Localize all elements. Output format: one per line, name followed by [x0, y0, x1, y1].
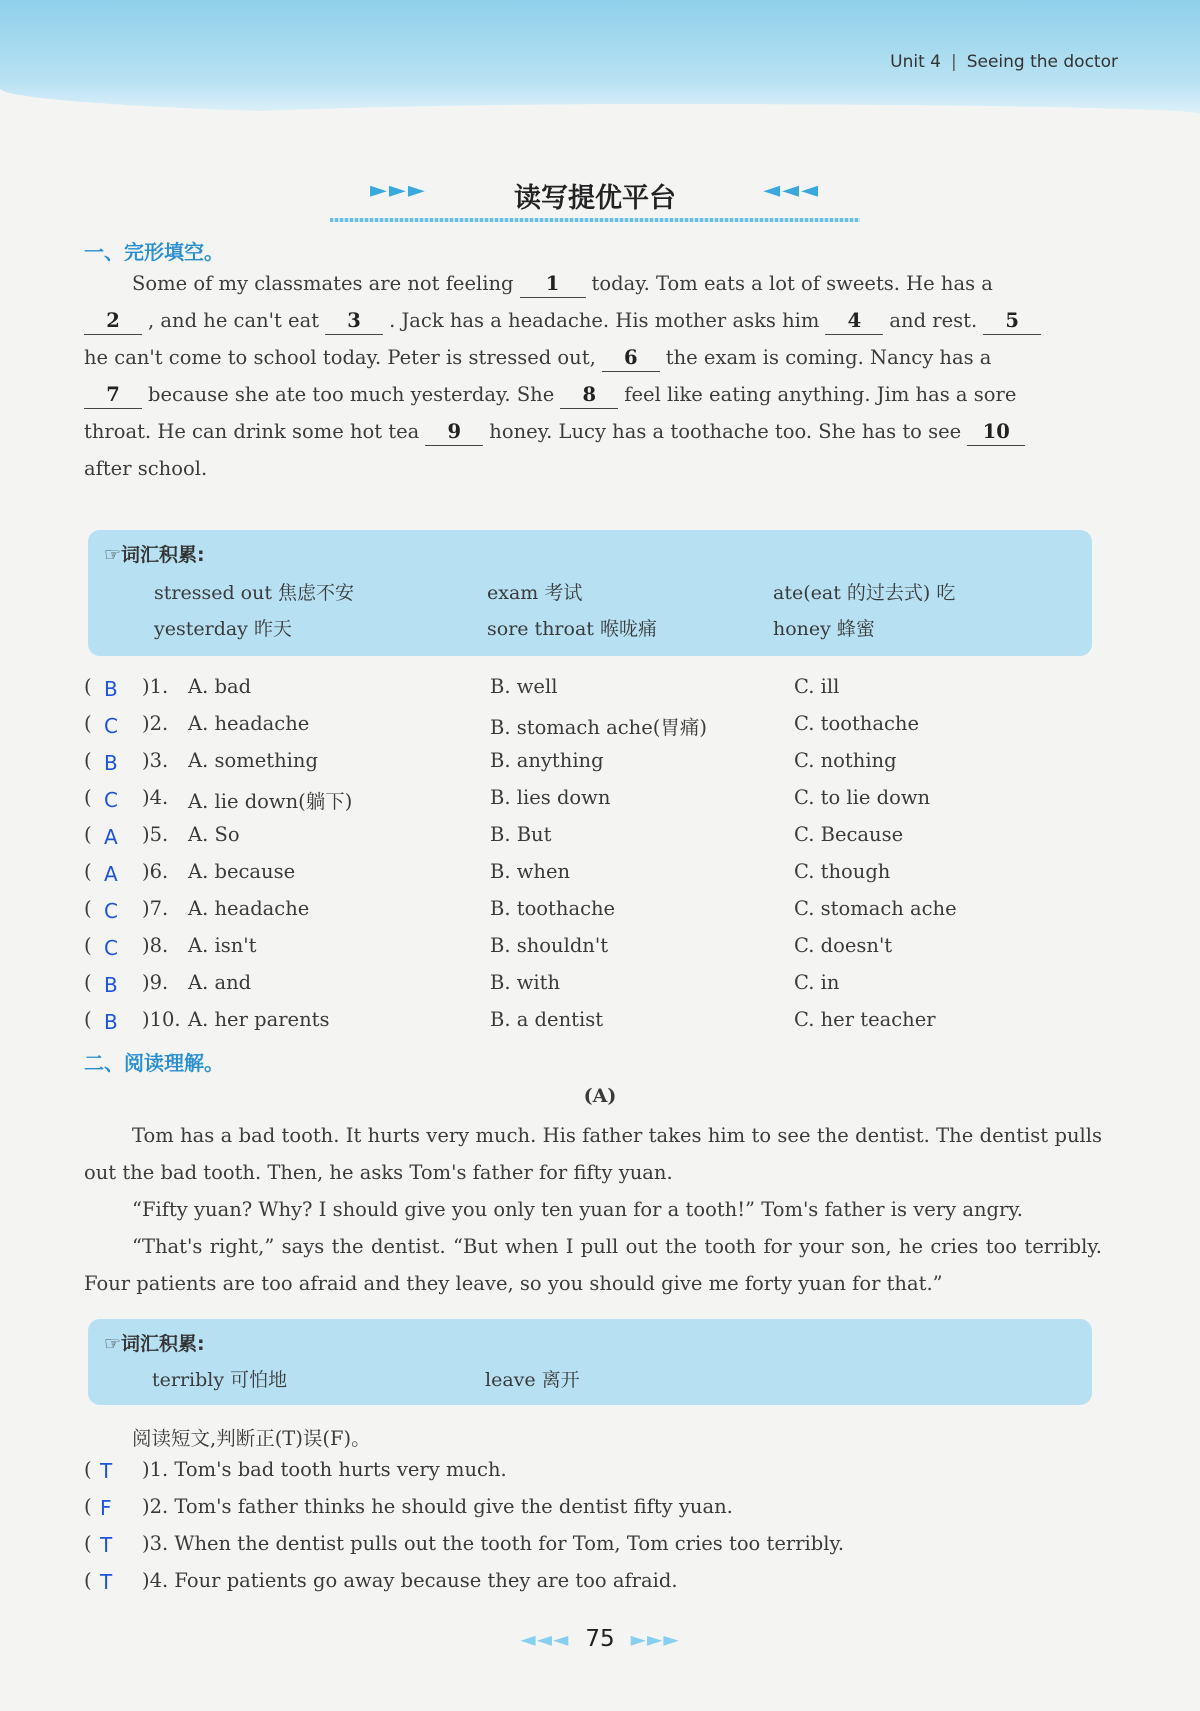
blank-8[interactable]: 8: [560, 382, 618, 409]
answer-mark[interactable]: B: [104, 677, 118, 701]
question-row: ( C )4. A. lie down(躺下) B. lies down C. to lie down: [84, 786, 931, 813]
question-row: ( C )8. A. isn't B. shouldn't C. doesn't: [84, 934, 893, 960]
option-a[interactable]: A. bad: [188, 675, 252, 698]
option-c[interactable]: C. though: [794, 860, 891, 883]
reading-heading: 二、阅读理解。: [84, 1051, 224, 1075]
answer-mark[interactable]: B: [104, 751, 118, 775]
option-a[interactable]: A. lie down(躺下): [188, 790, 353, 813]
answer-mark[interactable]: B: [104, 1010, 118, 1034]
cloze-line: he can't come to school today. Peter is stressed out, 6 the exam is coming. Nancy has a: [84, 339, 1102, 376]
tf-row: ( T )1. Tom's bad tooth hurts very much.: [84, 1458, 507, 1483]
vocab-title: ☞词汇积累:: [104, 1333, 205, 1355]
vocab-item: sore throat 喉咙痛: [487, 618, 657, 640]
page-number: 75: [585, 1626, 615, 1652]
question-row: ( A )6. A. because B. when C. though: [84, 860, 891, 886]
blank-6[interactable]: 6: [602, 345, 660, 372]
option-c[interactable]: C. ill: [794, 675, 840, 698]
option-c[interactable]: C. doesn't: [794, 934, 893, 957]
vocab-title: ☞词汇积累:: [104, 544, 205, 566]
tf-instruction: 阅读短文,判断正(T)误(F)。: [132, 1427, 371, 1450]
vocab-item: terribly 可怕地: [152, 1369, 288, 1391]
unit-header: Unit 4 | Seeing the doctor: [890, 52, 1118, 72]
blank-4[interactable]: 4: [825, 308, 883, 335]
cloze-line: throat. He can drink some hot tea 9 honey. Lucy has a toothache too. She has to see 10: [84, 413, 1102, 450]
answer-mark[interactable]: C: [104, 788, 118, 812]
reading-paragraph: “That's right,” says the dentist. “But when I pull out the tooth for your son, he cries too terribly. Four patients are too afraid and they leave, so you should give me forty yuan for that.”: [84, 1235, 1102, 1295]
option-a[interactable]: A. isn't: [188, 934, 257, 957]
reading-paragraph: “Fifty yuan? Why? I should give you only ten yuan for a tooth!” Tom's father is very angry.: [132, 1198, 1023, 1221]
option-b[interactable]: B. shouldn't: [490, 934, 609, 957]
answer-mark[interactable]: B: [104, 973, 118, 997]
cloze-line: after school.: [84, 457, 208, 480]
blank-2[interactable]: 2: [84, 308, 142, 335]
answer-mark[interactable]: T: [100, 1533, 113, 1557]
answer-mark[interactable]: T: [100, 1570, 113, 1594]
question-row: ( B )9. A. and B. with C. in: [84, 971, 840, 997]
passage-label: (A): [583, 1085, 617, 1107]
blank-10[interactable]: 10: [967, 419, 1025, 446]
vocab-item: ate(eat 的过去式) 吃: [773, 582, 956, 604]
unit-number: Unit 4: [890, 52, 941, 72]
right-arrows-icon: ►►►: [370, 178, 427, 203]
vocab-item: stressed out 焦虑不安: [154, 582, 355, 604]
option-c[interactable]: C. to lie down: [794, 786, 931, 809]
pointing-hand-icon: ☞: [104, 544, 122, 566]
right-arrows-icon: ►►►: [630, 1627, 680, 1651]
blank-9[interactable]: 9: [425, 419, 483, 446]
tf-row: ( F )2. Tom's father thinks he should give the dentist fifty yuan.: [84, 1495, 733, 1520]
cloze-heading: 一、完形填空。: [84, 240, 224, 264]
answer-mark[interactable]: C: [104, 936, 118, 960]
blank-7[interactable]: 7: [84, 382, 142, 409]
option-b[interactable]: B. lies down: [490, 786, 611, 809]
option-c[interactable]: C. in: [794, 971, 840, 994]
vocab-item: exam 考试: [487, 582, 583, 604]
tf-row: ( T )3. When the dentist pulls out the tooth for Tom, Tom cries too terribly.: [84, 1532, 845, 1557]
blank-5[interactable]: 5: [983, 308, 1041, 335]
cloze-line: 2 , and he can't eat 3 . Jack has a headache. His mother asks him 4 and rest. 5: [84, 302, 1102, 339]
left-arrows-icon: ◄◄◄: [520, 1627, 570, 1651]
answer-mark[interactable]: F: [100, 1496, 112, 1520]
vocab-item: yesterday 昨天: [154, 618, 292, 640]
option-a[interactable]: A. and: [188, 971, 252, 994]
option-c[interactable]: C. nothing: [794, 749, 897, 772]
section-title: 读写提优平台: [514, 183, 676, 214]
vocab-item: honey 蜂蜜: [773, 618, 875, 640]
page-footer: [0, 1626, 1200, 1652]
option-c[interactable]: C. Because: [794, 823, 904, 846]
question-row: ( C )7. A. headache B. toothache C. stomach ache: [84, 897, 957, 923]
option-b[interactable]: B. toothache: [490, 897, 616, 920]
answer-mark[interactable]: A: [104, 862, 118, 886]
option-c[interactable]: C. her teacher: [794, 1008, 936, 1031]
option-a[interactable]: A. something: [188, 749, 318, 772]
option-b[interactable]: B. But: [490, 823, 552, 846]
section-rule: [330, 218, 860, 222]
section-header: [330, 168, 860, 228]
option-b[interactable]: B. with: [490, 971, 561, 994]
option-c[interactable]: C. toothache: [794, 712, 919, 735]
option-b[interactable]: B. well: [490, 675, 558, 698]
cloze-line: 7 because she ate too much yesterday. She 8 feel like eating anything. Jim has a sore: [84, 376, 1102, 413]
question-row: ( C )2. A. headache B. stomach ache(胃痛) C. toothache: [84, 712, 919, 739]
option-a[interactable]: A. So: [188, 823, 240, 846]
option-a[interactable]: A. headache: [188, 897, 310, 920]
question-row: ( B )10. A. her parents B. a dentist C. her teacher: [84, 1008, 936, 1034]
option-a[interactable]: A. because: [188, 860, 296, 883]
option-b[interactable]: B. stomach ache(胃痛): [490, 716, 707, 739]
cloze-passage: [84, 265, 1102, 487]
option-a[interactable]: A. headache: [188, 712, 310, 735]
cloze-line: Some of my classmates are not feeling 1 today. Tom eats a lot of sweets. He has a: [84, 265, 1102, 302]
reading-passage: [84, 1117, 1102, 1302]
option-a[interactable]: A. her parents: [188, 1008, 330, 1031]
vocab-item: leave 离开: [485, 1369, 580, 1391]
vocab-box-cloze: [88, 530, 1092, 656]
question-row: ( A )5. A. So B. But C. Because: [84, 823, 904, 849]
pointing-hand-icon: ☞: [104, 1333, 122, 1355]
question-row: ( B )3. A. something B. anything C. nothing: [84, 749, 897, 775]
option-c[interactable]: C. stomach ache: [794, 897, 957, 920]
answer-mark[interactable]: A: [104, 825, 118, 849]
vocab-box-reading: [88, 1319, 1092, 1405]
option-b[interactable]: B. when: [490, 860, 571, 883]
option-b[interactable]: B. a dentist: [490, 1008, 604, 1031]
reading-paragraph: Tom has a bad tooth. It hurts very much. His father takes him to see the dentist. The dentist pulls out the bad tooth. Then, he asks Tom's father for fifty yuan.: [84, 1124, 1102, 1184]
unit-topic: Seeing the doctor: [966, 52, 1118, 72]
answer-mark[interactable]: C: [104, 714, 118, 738]
answer-mark[interactable]: C: [104, 899, 118, 923]
option-b[interactable]: B. anything: [490, 749, 604, 772]
blank-1[interactable]: 1: [520, 271, 586, 298]
tf-row: ( T )4. Four patients go away because they are too afraid.: [84, 1569, 678, 1594]
answer-mark[interactable]: T: [100, 1459, 113, 1483]
question-row: ( B )1. A. bad B. well C. ill: [84, 675, 840, 701]
blank-3[interactable]: 3: [325, 308, 383, 335]
left-arrows-icon: ◄◄◄: [763, 178, 820, 203]
